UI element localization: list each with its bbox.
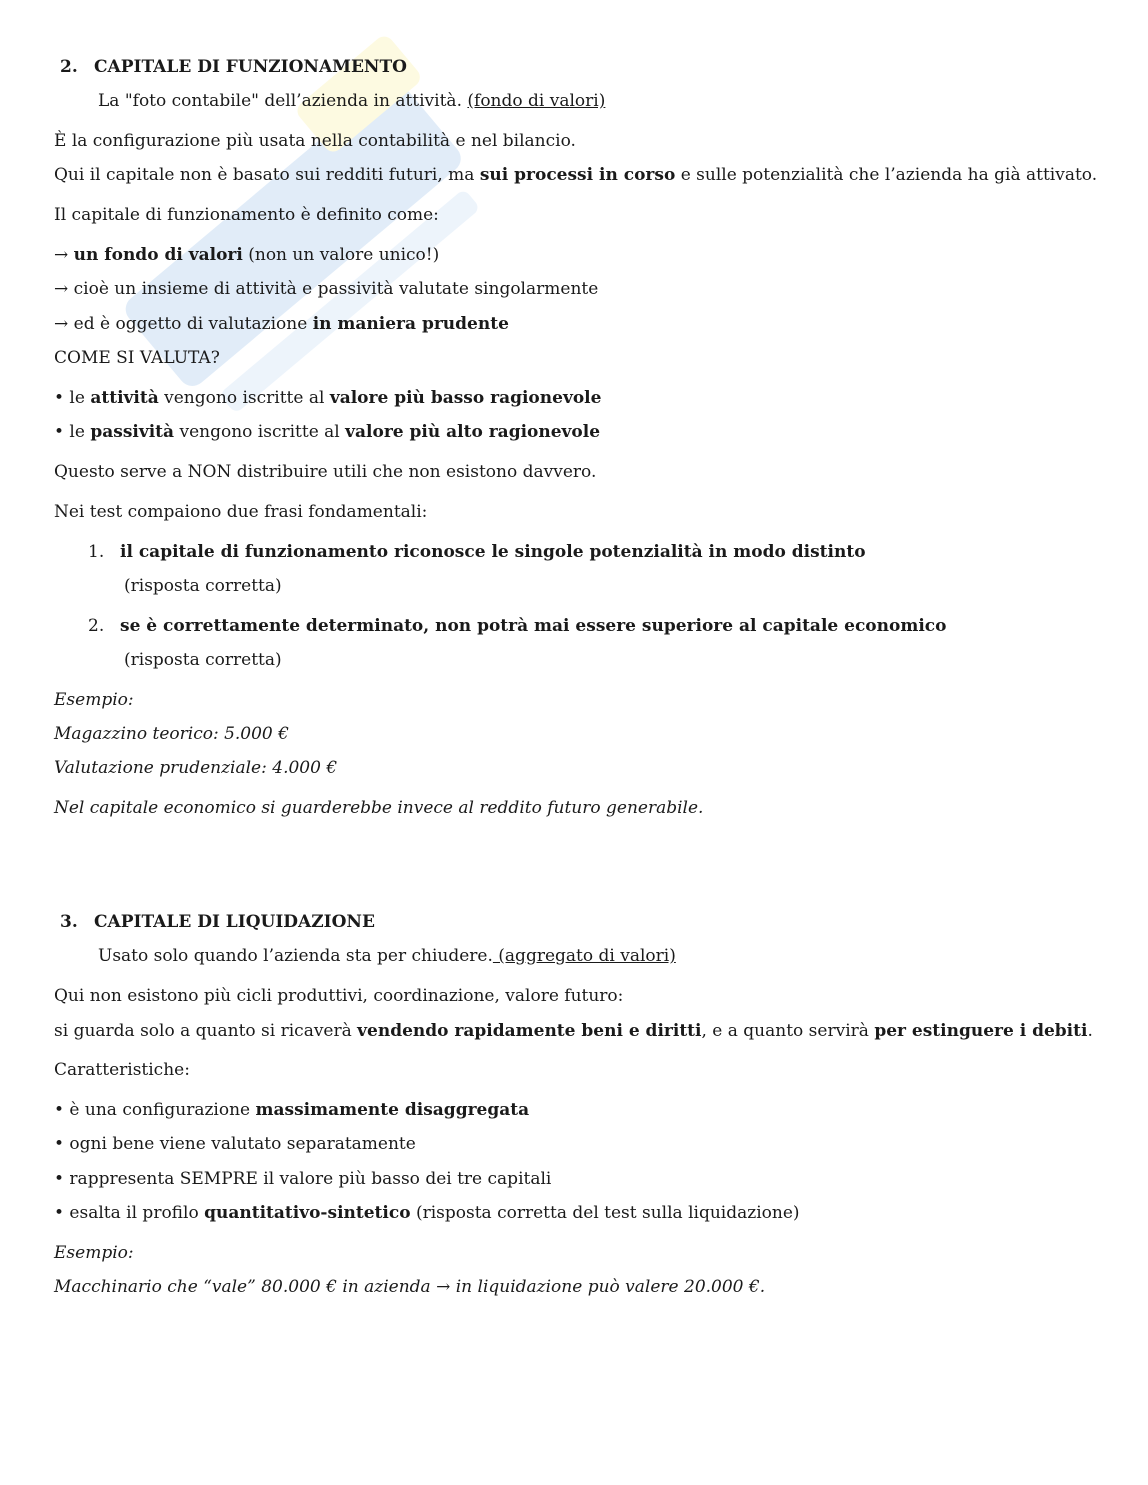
section-2-example-line-3: Nel capitale economico si guarderebbe invece al reddito futuro generabile.	[54, 798, 704, 818]
section-2-ordered-item-1: 1. il capitale di funzionamento riconosce le singole potenzialità in modo distinto	[88, 542, 866, 562]
section-2-paragraph-1: È la configurazione più usata nella contabilità e nel bilancio.	[54, 131, 576, 151]
section-3-paragraph-1: Qui non esistono più cicli produttivi, coordinazione, valore futuro:	[54, 986, 624, 1006]
section-2-title: CAPITALE DI FUNZIONAMENTO	[94, 57, 407, 77]
section-3-bullet-2: • ogni bene viene valutato separatamente	[54, 1134, 416, 1154]
section-2-paragraph-4: Questo serve a NON distribuire utili che non esistono davvero.	[54, 462, 597, 482]
section-2-ordered-item-2: 2. se è correttamente determinato, non potrà mai essere superiore al capitale economico	[88, 616, 947, 636]
section-3-example-label: Esempio:	[54, 1243, 134, 1263]
section-2-subtitle: La "foto contabile" dell’azienda in attività. (fondo di valori)	[98, 91, 606, 111]
section-2-heading	[60, 56, 407, 78]
section-2-ordered-item-1-note: (risposta corretta)	[124, 576, 282, 596]
section-2-example-line-2: Valutazione prudenziale: 4.000 €	[54, 758, 338, 778]
section-3-number: 3.	[60, 912, 78, 932]
section-2-ordered-item-2-note: (risposta corretta)	[124, 650, 282, 670]
section-3-heading	[60, 911, 375, 933]
section-3-subtitle-underlined: (aggregato di valori)	[492, 946, 676, 966]
section-2-bullet-2: • le passività vengono iscritte al valore più alto ragionevole	[54, 422, 601, 442]
section-2-bullet-1: • le attività vengono iscritte al valore più basso ragionevole	[54, 388, 602, 408]
section-2-paragraph-3: Il capitale di funzionamento è definito come:	[54, 205, 439, 225]
section-2-example-label: Esempio:	[54, 690, 134, 710]
section-2-arrow-item-1: → un fondo di valori (non un valore unico!)	[54, 245, 440, 265]
section-2-arrow-item-2: → cioè un insieme di attività e passività valutate singolarmente	[54, 279, 599, 299]
section-2-paragraph-2: Qui il capitale non è basato sui redditi futuri, ma sui processi in corso e sulle potenzialità che l’azienda ha già attivato.	[54, 165, 1098, 185]
section-2-how-heading: COME SI VALUTA?	[54, 348, 220, 368]
section-3-subtitle: Usato solo quando l’azienda sta per chiudere. (aggregato di valori)	[98, 946, 676, 966]
section-3-example-line-1: Macchinario che “vale” 80.000 € in azienda → in liquidazione può valere 20.000 €.	[54, 1277, 766, 1297]
section-2-arrow-item-3: → ed è oggetto di valutazione in maniera prudente	[54, 314, 509, 334]
section-3-title: CAPITALE DI LIQUIDAZIONE	[94, 912, 375, 932]
section-3-bullet-3: • rappresenta SEMPRE il valore più basso dei tre capitali	[54, 1169, 552, 1189]
section-2-example-line-1: Magazzino teorico: 5.000 €	[54, 724, 289, 744]
section-3-paragraph-2: si guarda solo a quanto si ricaverà vendendo rapidamente beni e diritti, e a quanto servirà per estinguere i debiti.	[54, 1021, 1093, 1041]
section-2-paragraph-5: Nei test compaiono due frasi fondamentali:	[54, 502, 428, 522]
section-3-bullet-1: • è una configurazione massimamente disaggregata	[54, 1100, 530, 1120]
section-3-bullet-4: • esalta il profilo quantitativo-sintetico (risposta corretta del test sulla liquidazione)	[54, 1203, 800, 1223]
section-2-number: 2.	[60, 57, 78, 77]
section-2-subtitle-underlined: (fondo di valori)	[467, 91, 606, 111]
section-3-paragraph-3: Caratteristiche:	[54, 1060, 190, 1080]
